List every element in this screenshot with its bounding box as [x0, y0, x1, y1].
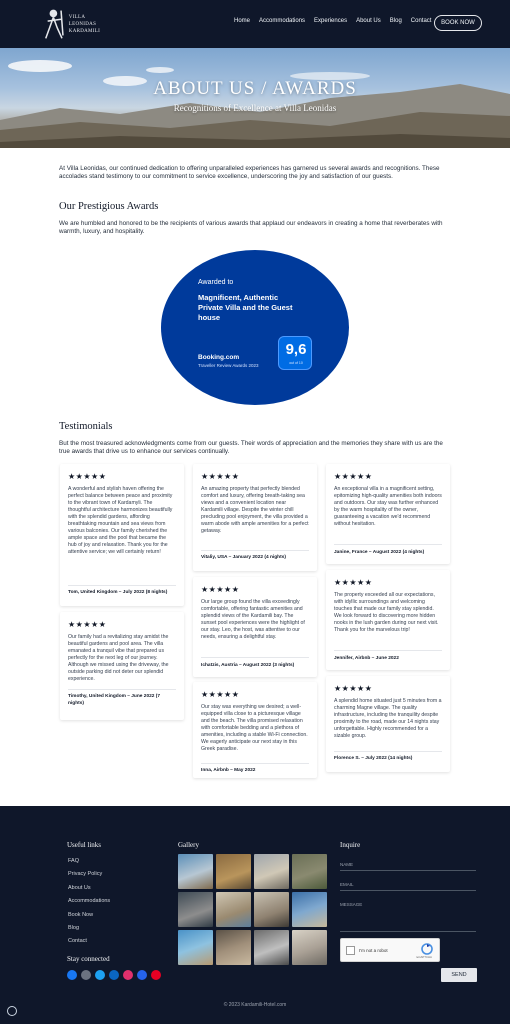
recaptcha-checkbox[interactable] — [346, 946, 355, 955]
testimonial-card — [193, 577, 317, 677]
gallery-image[interactable] — [254, 930, 289, 965]
award-brand: Booking.com — [198, 354, 240, 361]
gallery-image[interactable] — [292, 854, 327, 889]
gallery-grid — [178, 854, 327, 965]
booking-award-badge — [161, 250, 349, 405]
footer-link-accommodations[interactable]: Accommodations — [68, 898, 111, 905]
testimonial-author: Tom, United Kingdom – July 2022 (8 nights) — [68, 590, 168, 595]
testimonial-author: Florence S. – July 2022 (14 nights) — [334, 756, 413, 761]
rating-stars: ★★★★★ — [68, 620, 107, 629]
award-awarded-to: Awarded to — [198, 279, 234, 286]
main-nav — [234, 18, 431, 24]
card-divider — [68, 585, 176, 586]
nav-home[interactable]: Home — [234, 18, 251, 24]
card-divider — [334, 544, 442, 545]
site-footer — [0, 806, 510, 1024]
rating-stars: ★★★★★ — [201, 472, 240, 481]
testimonial-text: Our stay was everything we desired; a well-equipped villa close to a picturesque village and the beach. The villa promised relaxation with comfortable bedding and a plethora of amenities, including a stable Wi-Fi connection. We eagerly anticipate our next stay in this Greek paradise. — [201, 704, 308, 752]
gallery-image[interactable] — [216, 930, 251, 965]
youtube-icon[interactable] — [137, 970, 147, 980]
rating-stars: ★★★★★ — [68, 472, 107, 481]
linkedin-icon[interactable] — [109, 970, 119, 980]
warrior-logo-icon — [40, 6, 67, 42]
facebook-icon[interactable] — [67, 970, 77, 980]
footer-link-book-now[interactable]: Book Now — [68, 911, 94, 918]
footer-link-privacy[interactable]: Privacy Policy — [68, 871, 103, 878]
testimonial-text: An amazing property that perfectly blended comfort and luxury, offering breath-taking sea views and a convenient location near Kardamili village. Despite the winter chill precluding pool enjoyment, the villa provided a warm abode with ample amenities for a perfect getaway. — [201, 486, 309, 534]
award-footer: Traveller Review Awards 2023 — [198, 363, 259, 368]
testimonial-card — [193, 682, 317, 778]
award-score-box — [278, 336, 312, 370]
footer-link-contact[interactable]: Contact — [68, 938, 87, 945]
testimonial-card — [326, 676, 450, 772]
nav-blog[interactable]: Blog — [389, 18, 402, 24]
nav-accommodations[interactable]: Accommodations — [259, 18, 306, 24]
testimonial-card — [193, 464, 317, 571]
name-field[interactable]: NAME — [340, 862, 476, 871]
nav-experiences[interactable]: Experiences — [314, 18, 348, 24]
inquire-heading: Inquire — [340, 841, 361, 849]
twitter-icon[interactable] — [95, 970, 105, 980]
card-divider — [68, 689, 176, 690]
gallery-heading: Gallery — [178, 841, 199, 849]
gallery-image[interactable] — [254, 854, 289, 889]
recaptcha-widget — [340, 938, 440, 962]
gallery-image[interactable] — [292, 930, 327, 965]
testimonial-text: Our large group found the villa exceedingly comfortable, offering fantastic amenities and splendid views of the Kardamili bay. The sunset pool experiences were the highlight of our stay. Leo, the host, was attentive to our needs, ensuring a delightful stay. — [201, 599, 305, 640]
site-header — [0, 0, 510, 48]
email-field[interactable]: EMAIL — [340, 882, 476, 891]
testimonials-heading: Testimonials — [59, 421, 113, 432]
awards-paragraph: We are humbled and honored to be the recipients of various awards that applaud our endeavors in creating a home that reverberates with warmth, luxury, and hospitality. — [59, 220, 443, 235]
testimonial-author: Vitaliy, USA – January 2022 (4 nights) — [201, 555, 286, 560]
gallery-image[interactable] — [216, 892, 251, 927]
recaptcha-brand: reCAPTCHA — [416, 955, 432, 959]
useful-links-list — [68, 858, 110, 952]
footer-link-faq[interactable]: FAQ — [68, 858, 80, 864]
card-divider — [334, 751, 442, 752]
recaptcha-icon — [421, 943, 433, 955]
awards-heading: Our Prestigious Awards — [59, 201, 159, 212]
gallery-image[interactable] — [292, 892, 327, 927]
gallery-image[interactable] — [178, 930, 213, 965]
gallery-image[interactable] — [178, 854, 213, 889]
logo-line1: VILLA LEONIDAS — [68, 14, 97, 27]
testimonial-card — [326, 570, 450, 670]
instagram-icon[interactable] — [81, 970, 91, 980]
book-now-button[interactable]: BOOK NOW — [434, 15, 482, 31]
nav-contact[interactable]: Contact — [410, 18, 432, 24]
rating-stars: ★★★★★ — [201, 585, 240, 594]
page-subtitle: Recognitions of Excellence at Villa Leonidas — [173, 103, 337, 113]
footer-link-blog[interactable]: Blog — [68, 924, 80, 931]
testimonial-text: A splendid home situated just 5 minutes from a charming Magne village. The quality infrastructure, including the tranquility despite proximity to the road, made our 14 nights stay unforgettable. Highly recommended for a sizable group. — [334, 698, 442, 739]
site-logo[interactable] — [40, 6, 112, 42]
card-divider — [201, 550, 309, 551]
testimonials-paragraph: But the most treasured acknowledgments come from our guests. Their words of appreciation and the memories they share with us are the true awards that drive us to enhance our services continually. — [59, 440, 443, 455]
social-links — [67, 970, 161, 980]
testimonial-author: Ichatzis, Austria – August 2022 (3 nights) — [201, 663, 295, 668]
recaptcha-label: I'm not a robot — [359, 948, 388, 953]
testimonial-text: The property exceeded all our expectations, with idyllic surroundings and welcoming touches that made our family stay splendid. We look forward to discovering more hidden nooks in the lush garden during our next visit. Thank you for the marvelous trip! — [334, 592, 439, 633]
testimonial-text: Our family had a revitalizing stay amidst the beautiful gardens and pool area. The villa emanated a tranquil vibe that prepared us perfectly for the next leg of our journey. Although we missed using the driveway, the outside parking did not deter our splendid experience. — [68, 634, 169, 682]
testimonial-author: Inna, Airbnb – May 2022 — [201, 768, 256, 773]
page-title: ABOUT US / AWARDS — [153, 78, 357, 99]
testimonial-author: Timothy, United Kingdom – June 2022 (7 nights) — [68, 694, 161, 706]
send-button[interactable]: SEND — [441, 968, 477, 982]
footer-link-about[interactable]: About Us — [68, 884, 91, 891]
logo-line2: KARDAMILI — [68, 28, 101, 34]
tiktok-icon[interactable] — [123, 970, 133, 980]
message-field[interactable]: MESSAGE — [340, 902, 476, 932]
testimonial-text: A wonderful and stylish haven offering the perfect balance between peace and proximity to the vibrant town of Kardamyli. The thoughtful architecture harmonizes beautifully with the splendid gardens, affording breathtaking mountain and sea views from various balconies. Our family cherished the ample space and the pool that became the hub of joy and relaxation. Thank you for the attentive service; we will certainly return! — [68, 486, 173, 555]
card-divider — [334, 650, 442, 651]
testimonial-author: Janine, France – August 2022 (4 nights) — [334, 550, 425, 555]
nav-about-us[interactable]: About Us — [356, 18, 381, 24]
rating-stars: ★★★★★ — [334, 684, 373, 693]
rating-stars: ★★★★★ — [334, 472, 373, 481]
testimonial-card — [60, 612, 184, 720]
useful-links-heading: Useful links — [67, 841, 102, 849]
pinterest-icon[interactable] — [151, 970, 161, 980]
intro-paragraph: At Villa Leonidas, our continued dedication to offering unparalleled experiences has garnered us several awards and recognitions. These accolades stand testimony to our commitment to service excellence, underscoring the joy and satisfaction of our guests. — [59, 165, 440, 180]
testimonial-card — [326, 464, 450, 564]
testimonial-text: An exceptional villa in a magnificent setting, epitomizing high-quality amenities both indoors and outdoors. Our stay was further enhanced by the warm hospitality of the owner, guaranteeing a vacation we'd recommend without hesitation. — [334, 486, 442, 527]
rating-stars: ★★★★★ — [334, 578, 373, 587]
card-divider — [201, 763, 309, 764]
gallery-image[interactable] — [216, 854, 251, 889]
testimonial-author: Jennifer, Airbnb – June 2022 — [334, 656, 399, 661]
gallery-image[interactable] — [254, 892, 289, 927]
award-property-name: Magnificent, Authentic Private Villa and the Guest house — [198, 293, 293, 322]
award-score: 9,6 — [285, 341, 307, 358]
rating-stars: ★★★★★ — [201, 690, 240, 699]
card-divider — [201, 657, 309, 658]
award-score-sub: out of 10 — [289, 361, 303, 365]
testimonial-card — [60, 464, 184, 606]
hero-banner — [0, 48, 510, 148]
copyright-text: © 2023 Kardamili-Hotel.com — [223, 1002, 287, 1008]
stay-connected-heading: Stay connected — [67, 955, 110, 963]
gallery-image[interactable] — [178, 892, 213, 927]
